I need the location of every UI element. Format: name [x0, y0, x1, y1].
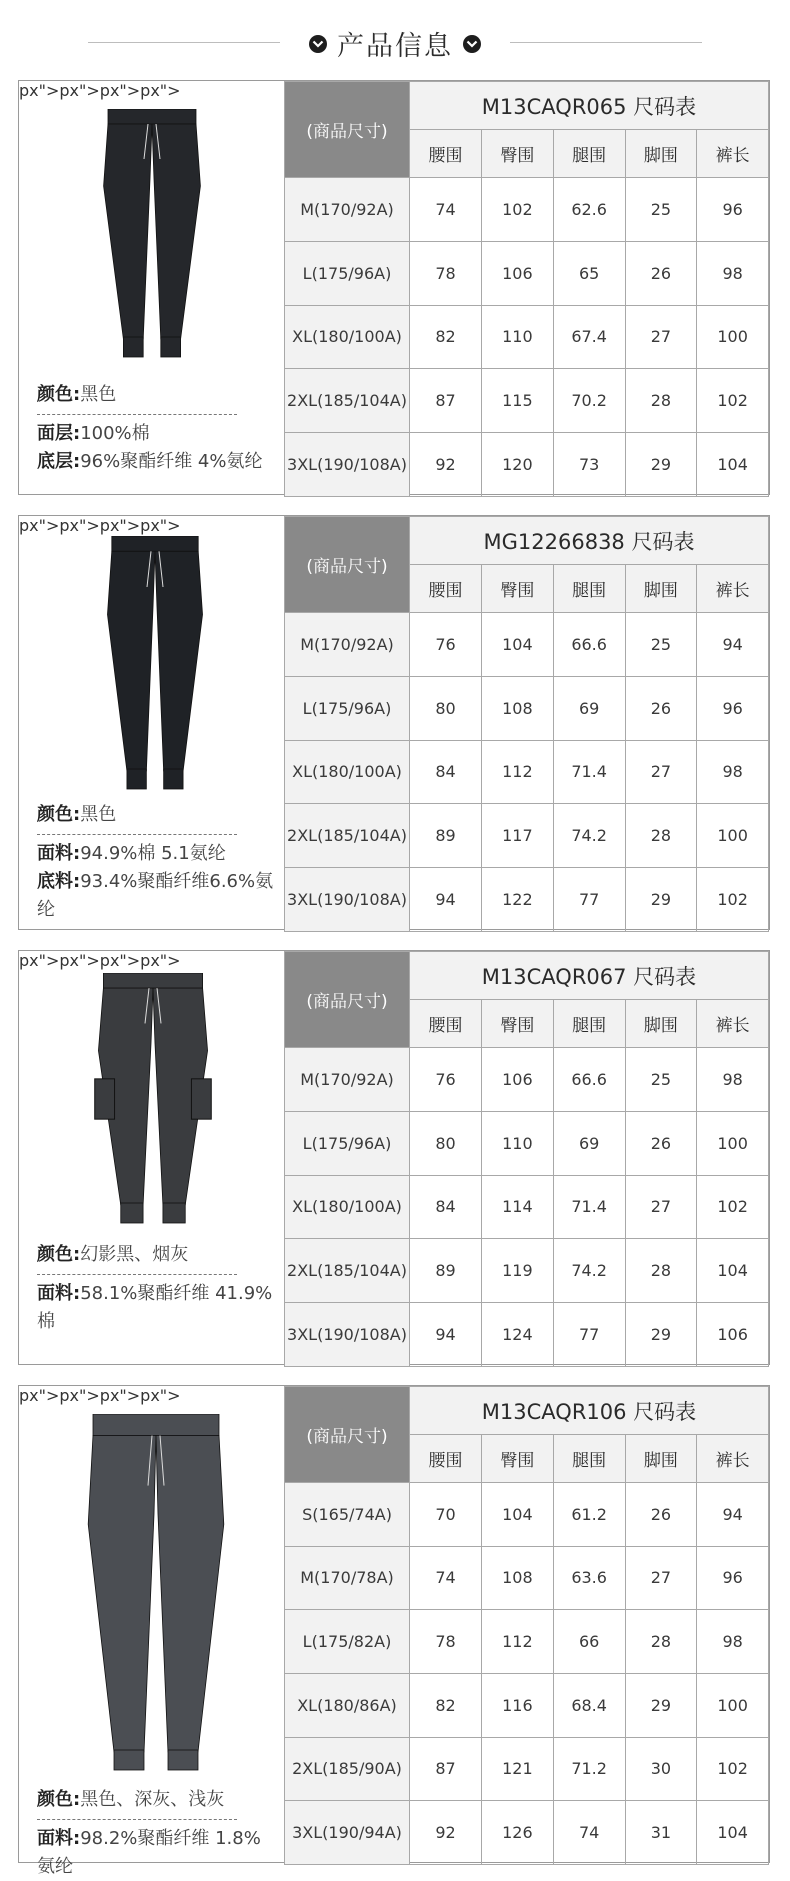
color-value: 幻影黑、烟灰 [80, 1244, 189, 1265]
color-line [37, 1241, 274, 1269]
measurement-value: 94 [697, 1483, 769, 1547]
color-line [37, 1786, 274, 1814]
measurement-value: 89 [410, 804, 482, 868]
measurement-value: 124 [482, 1303, 554, 1367]
dashed-divider [37, 1274, 237, 1275]
size-label: 2XL(185/104A) [285, 1239, 410, 1303]
measurement-value: 29 [625, 868, 697, 932]
measurement-value: 87 [410, 369, 482, 433]
measurement-value: 27 [625, 740, 697, 804]
measurement-value: 96 [697, 676, 769, 740]
measurement-value: 66.6 [553, 1048, 625, 1112]
chevron-down-icon [463, 35, 481, 53]
fabric-line [37, 1825, 274, 1881]
product-image-cell [19, 1386, 285, 1877]
size-label: 2XL(185/104A) [285, 804, 410, 868]
table-row [285, 1303, 769, 1367]
size-table [284, 951, 769, 1367]
product-info [37, 381, 274, 476]
measurement-value: 28 [625, 1610, 697, 1674]
measurement-value: 102 [697, 868, 769, 932]
size-label: L(175/96A) [285, 1111, 410, 1175]
measurement-value: 66 [553, 1610, 625, 1674]
measurement-value: 68.4 [553, 1673, 625, 1737]
table-row [285, 1610, 769, 1674]
measurement-value: 69 [553, 676, 625, 740]
measurement-value: 100 [697, 305, 769, 369]
fabric-line [37, 840, 274, 868]
table-row [285, 369, 769, 433]
size-table [284, 81, 769, 497]
model-title: M13CAQR067 尺码表 [410, 952, 769, 1000]
measurement-value: 74 [410, 178, 482, 242]
table-row [285, 676, 769, 740]
measurement-value: 96 [697, 178, 769, 242]
measurement-value: 114 [482, 1175, 554, 1239]
color-label: 颜色: [37, 804, 81, 825]
measurement-value: 27 [625, 305, 697, 369]
measurement-value: 104 [482, 613, 554, 677]
size-label: M(170/92A) [285, 1048, 410, 1112]
measurement-value: 104 [697, 1239, 769, 1303]
measurement-value: 116 [482, 1673, 554, 1737]
measurement-value: 29 [625, 433, 697, 497]
measurement-value: 89 [410, 1239, 482, 1303]
measurement-value: 74.2 [553, 804, 625, 868]
fabric-value: 100%棉 [80, 423, 150, 444]
measurement-value: 27 [625, 1546, 697, 1610]
measurement-header: 臀围 [482, 565, 554, 613]
measurement-value: 82 [410, 1673, 482, 1737]
measurement-value: 96 [697, 1546, 769, 1610]
measurement-value: 61.2 [553, 1483, 625, 1547]
product-info [37, 1241, 274, 1336]
measurement-value: 78 [410, 1610, 482, 1674]
table-row [285, 433, 769, 497]
measurement-value: 119 [482, 1239, 554, 1303]
measurement-value: 29 [625, 1303, 697, 1367]
table-row [285, 804, 769, 868]
measurement-value: 26 [625, 241, 697, 305]
measurement-value: 70.2 [553, 369, 625, 433]
measurement-value: 30 [625, 1737, 697, 1801]
measurement-value: 77 [553, 1303, 625, 1367]
measurement-value: 102 [482, 178, 554, 242]
measurement-value: 102 [697, 369, 769, 433]
section-title [0, 24, 790, 63]
color-value: 黑色、深灰、浅灰 [80, 1789, 225, 1810]
pants-image [91, 973, 215, 1225]
size-label: 3XL(190/108A) [285, 868, 410, 932]
table-row [285, 868, 769, 932]
measurement-value: 106 [482, 1048, 554, 1112]
measurement-header: 脚围 [625, 1435, 697, 1483]
table-row [285, 1546, 769, 1610]
measurement-value: 108 [482, 1546, 554, 1610]
measurement-header: 腿围 [553, 1435, 625, 1483]
measurement-value: 76 [410, 613, 482, 677]
table-row [285, 241, 769, 305]
product-block: 颜色:黑色、深灰、浅灰 面料:98.2%聚酯纤维 1.8%氨纶 px">px">px">px"> (商品尺寸) M13CAQR106 尺码表 腰围 臀围 腿围 脚围 裤长 S(165/74A) 70 104 61.2 26 94 M(170/78A) 74 108 63.6 27 96 L(175/82A) 78 112 66 28 98 XL(180/86A) 82 116 68.4 29 100 2XL(185/90A) 87 121 71.2 30 102 3XL(190/94A) 92 126 74 31 104 [18, 1385, 770, 1863]
size-label: XL(180/100A) [285, 1175, 410, 1239]
table-row [285, 178, 769, 242]
table-row [285, 1483, 769, 1547]
fabric-label: 面料: [37, 1283, 81, 1304]
size-label: M(170/92A) [285, 178, 410, 242]
measurement-value: 65 [553, 241, 625, 305]
fabric-line [37, 1280, 274, 1336]
size-label: 2XL(185/90A) [285, 1737, 410, 1801]
measurement-value: 100 [697, 804, 769, 868]
measurement-value: 92 [410, 433, 482, 497]
measurement-value: 63.6 [553, 1546, 625, 1610]
fabric-value: 94.9%棉 5.1氨纶 [80, 843, 226, 864]
table-row [285, 1111, 769, 1175]
size-label: L(175/96A) [285, 241, 410, 305]
table-row [285, 1175, 769, 1239]
fabric-line [37, 420, 274, 448]
measurement-header: 腰围 [410, 130, 482, 178]
color-value: 黑色 [80, 804, 117, 825]
measurement-value: 84 [410, 1175, 482, 1239]
measurement-value: 104 [697, 1801, 769, 1865]
color-label: 颜色: [37, 1244, 81, 1265]
color-label: 颜色: [37, 384, 81, 405]
measurement-value: 98 [697, 1048, 769, 1112]
measurement-value: 102 [697, 1737, 769, 1801]
measurement-value: 100 [697, 1111, 769, 1175]
measurement-value: 104 [697, 433, 769, 497]
measurement-value: 62.6 [553, 178, 625, 242]
size-label: XL(180/100A) [285, 305, 410, 369]
measurement-value: 77 [553, 868, 625, 932]
pants-image [81, 1414, 231, 1772]
product-info [37, 1786, 274, 1881]
section-title-text: 产品信息 [337, 31, 453, 62]
fabric-value: 58.1%聚酯纤维 41.9%棉 [37, 1283, 273, 1332]
size-label: XL(180/100A) [285, 740, 410, 804]
size-label: 3XL(190/94A) [285, 1801, 410, 1865]
model-title: M13CAQR106 尺码表 [410, 1387, 769, 1435]
measurement-header: 腰围 [410, 565, 482, 613]
measurement-value: 25 [625, 178, 697, 242]
size-label: 3XL(190/108A) [285, 1303, 410, 1367]
size-label: S(165/74A) [285, 1483, 410, 1547]
measurement-value: 98 [697, 241, 769, 305]
measurement-value: 26 [625, 1483, 697, 1547]
pants-image [101, 536, 209, 791]
measurement-value: 78 [410, 241, 482, 305]
measurement-value: 74 [410, 1546, 482, 1610]
measurement-value: 106 [697, 1303, 769, 1367]
measurement-value: 126 [482, 1801, 554, 1865]
measurement-value: 76 [410, 1048, 482, 1112]
fabric-label: 面料: [37, 843, 81, 864]
measurement-value: 100 [697, 1673, 769, 1737]
table-row [285, 740, 769, 804]
measurement-value: 25 [625, 1048, 697, 1112]
measurement-value: 74 [553, 1801, 625, 1865]
fabric-label: 底料: [37, 871, 81, 892]
measurement-header: 臀围 [482, 1000, 554, 1048]
fabric-label: 面料: [37, 1828, 81, 1849]
chevron-down-icon [309, 35, 327, 53]
measurement-header: 裤长 [697, 1000, 769, 1048]
measurement-value: 70 [410, 1483, 482, 1547]
measurement-value: 28 [625, 1239, 697, 1303]
size-label: L(175/82A) [285, 1610, 410, 1674]
measurement-value: 94 [410, 1303, 482, 1367]
measurement-value: 28 [625, 804, 697, 868]
measurement-value: 110 [482, 1111, 554, 1175]
size-column-header: (商品尺寸) [285, 1387, 410, 1483]
measurement-value: 108 [482, 676, 554, 740]
color-line [37, 381, 274, 409]
table-row [285, 1673, 769, 1737]
section-header [0, 14, 790, 70]
measurement-value: 94 [697, 613, 769, 677]
table-row [285, 1737, 769, 1801]
measurement-header: 脚围 [625, 130, 697, 178]
measurement-header: 臀围 [482, 1435, 554, 1483]
measurement-value: 66.6 [553, 613, 625, 677]
dashed-divider [37, 834, 237, 835]
measurement-value: 104 [482, 1483, 554, 1547]
fabric-label: 底层: [37, 451, 81, 472]
measurement-value: 102 [697, 1175, 769, 1239]
measurement-value: 69 [553, 1111, 625, 1175]
measurement-header: 脚围 [625, 1000, 697, 1048]
product-image-cell [19, 951, 285, 1364]
measurement-value: 71.4 [553, 1175, 625, 1239]
measurement-header: 裤长 [697, 130, 769, 178]
size-label: M(170/78A) [285, 1546, 410, 1610]
measurement-value: 110 [482, 305, 554, 369]
size-label: 2XL(185/104A) [285, 369, 410, 433]
measurement-value: 122 [482, 868, 554, 932]
product-block: 颜色:黑色 面料:94.9%棉 5.1氨纶 底料:93.4%聚酯纤维6.6%氨纶 px">px">px">px"> (商品尺寸) MG12266838 尺码表 腰围 臀围 腿围 脚围 裤长 M(170/92A) 76 104 66.6 25 94 L(175/96A) 80 108 69 26 96 XL(180/100A) 84 112 71.4 27 98 2XL(185/104A) 89 117 74.2 28 100 3XL(190/108A) 94 122 77 29 102 [18, 515, 770, 930]
measurement-value: 27 [625, 1175, 697, 1239]
table-row [285, 613, 769, 677]
measurement-header: 脚围 [625, 565, 697, 613]
size-table [284, 516, 769, 932]
fabric-value: 96%聚酯纤维 4%氨纶 [80, 451, 263, 472]
size-column-header: (商品尺寸) [285, 517, 410, 613]
measurement-value: 98 [697, 1610, 769, 1674]
measurement-value: 26 [625, 1111, 697, 1175]
model-title: MG12266838 尺码表 [410, 517, 769, 565]
fabric-line [37, 868, 274, 924]
measurement-header: 腰围 [410, 1435, 482, 1483]
measurement-value: 112 [482, 740, 554, 804]
measurement-header: 裤长 [697, 1435, 769, 1483]
measurement-value: 117 [482, 804, 554, 868]
fabric-label: 面层: [37, 423, 81, 444]
product-info [37, 801, 274, 924]
pants-image [97, 109, 207, 359]
table-row [285, 1801, 769, 1865]
measurement-value: 115 [482, 369, 554, 433]
dashed-divider [37, 414, 237, 415]
size-table [284, 1386, 769, 1865]
product-image-cell [19, 516, 285, 929]
measurement-value: 84 [410, 740, 482, 804]
measurement-value: 31 [625, 1801, 697, 1865]
fabric-line [37, 448, 274, 476]
product-block: 颜色:幻影黑、烟灰 面料:58.1%聚酯纤维 41.9%棉 px">px">px">px"> (商品尺寸) M13CAQR067 尺码表 腰围 臀围 腿围 脚围 裤长 M(170/92A) 76 106 66.6 25 98 L(175/96A) 80 110 69 26 100 XL(180/100A) 84 114 71.4 27 102 2XL(185/104A) 89 119 74.2 28 104 3XL(190/108A) 94 124 77 29 106 [18, 950, 770, 1365]
measurement-header: 腿围 [553, 565, 625, 613]
measurement-header: 腰围 [410, 1000, 482, 1048]
measurement-value: 71.2 [553, 1737, 625, 1801]
measurement-value: 74.2 [553, 1239, 625, 1303]
size-label: M(170/92A) [285, 613, 410, 677]
color-line [37, 801, 274, 829]
measurement-value: 92 [410, 1801, 482, 1865]
measurement-value: 87 [410, 1737, 482, 1801]
measurement-value: 25 [625, 613, 697, 677]
measurement-header: 腿围 [553, 1000, 625, 1048]
measurement-header: 腿围 [553, 130, 625, 178]
model-title: M13CAQR065 尺码表 [410, 82, 769, 130]
table-row [285, 1239, 769, 1303]
table-row [285, 305, 769, 369]
measurement-value: 28 [625, 369, 697, 433]
measurement-value: 73 [553, 433, 625, 497]
measurement-value: 94 [410, 868, 482, 932]
measurement-value: 121 [482, 1737, 554, 1801]
size-label: L(175/96A) [285, 676, 410, 740]
dashed-divider [37, 1819, 237, 1820]
measurement-value: 98 [697, 740, 769, 804]
measurement-value: 26 [625, 676, 697, 740]
fabric-value: 98.2%聚酯纤维 1.8%氨纶 [37, 1828, 261, 1877]
size-column-header: (商品尺寸) [285, 82, 410, 178]
measurement-value: 71.4 [553, 740, 625, 804]
measurement-value: 112 [482, 1610, 554, 1674]
size-label: 3XL(190/108A) [285, 433, 410, 497]
size-column-header: (商品尺寸) [285, 952, 410, 1048]
size-label: XL(180/86A) [285, 1673, 410, 1737]
measurement-value: 80 [410, 676, 482, 740]
measurement-value: 82 [410, 305, 482, 369]
color-value: 黑色 [80, 384, 117, 405]
measurement-header: 臀围 [482, 130, 554, 178]
measurement-value: 29 [625, 1673, 697, 1737]
table-row [285, 1048, 769, 1112]
product-block: 颜色:黑色 面层:100%棉 底层:96%聚酯纤维 4%氨纶 px">px">px">px"> (商品尺寸) M13CAQR065 尺码表 腰围 臀围 腿围 脚围 裤长 M(170/92A) 74 102 62.6 25 96 L(175/96A) 78 106 65 26 98 XL(180/100A) 82 110 67.4 27 100 2XL(185/104A) 87 115 70.2 28 102 3XL(190/108A) 92 120 73 29 104 [18, 80, 770, 495]
color-label: 颜色: [37, 1789, 81, 1810]
fabric-value: 93.4%聚酯纤维6.6%氨纶 [37, 871, 274, 920]
measurement-value: 80 [410, 1111, 482, 1175]
measurement-header: 裤长 [697, 565, 769, 613]
measurement-value: 120 [482, 433, 554, 497]
measurement-value: 106 [482, 241, 554, 305]
product-image-cell [19, 81, 285, 494]
measurement-value: 67.4 [553, 305, 625, 369]
